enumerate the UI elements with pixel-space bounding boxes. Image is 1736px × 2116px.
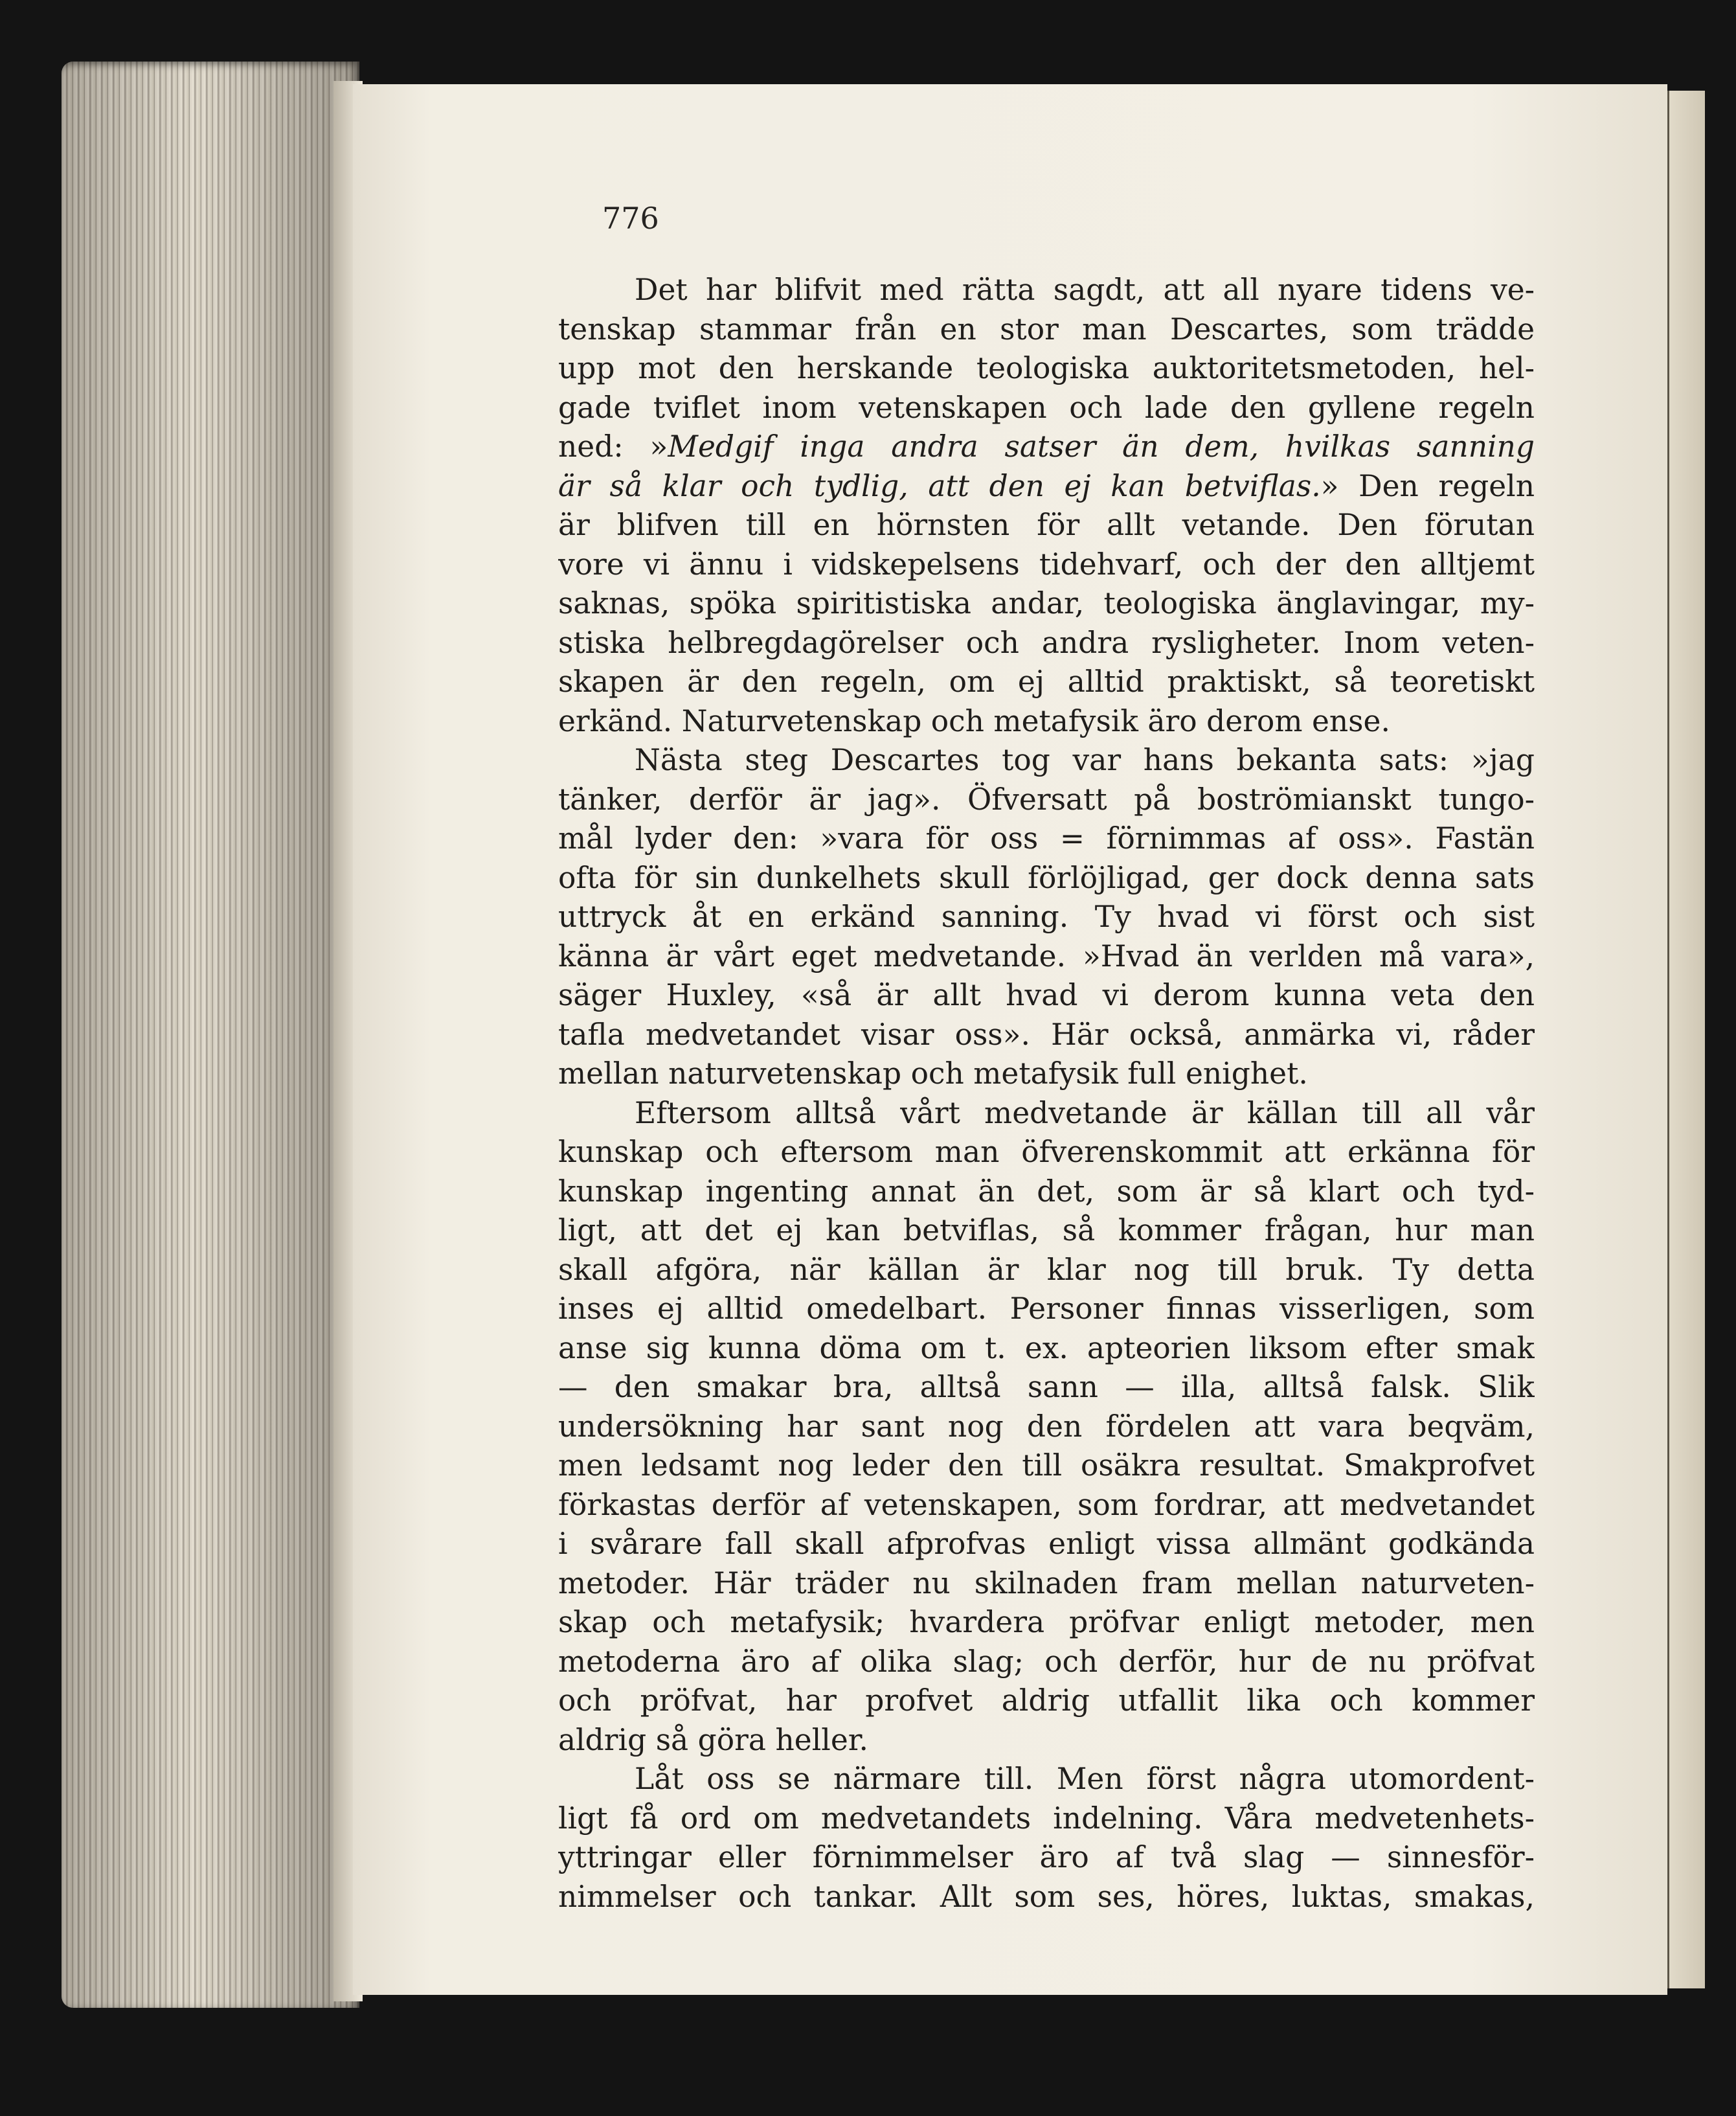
text-line: gade tviflet inom vetenskapen och lade den gyllene regeln <box>558 390 1535 425</box>
paragraph <box>558 741 1535 1094</box>
text-line: skall afgöra, när källan är klar nog till bruk. Ty detta <box>558 1252 1535 1287</box>
text-line: kunskap ingenting annat än det, som är så klart och tyd- <box>558 1174 1535 1209</box>
text-line: Nästa steg Descartes tog var hans bekanta sats: »jag <box>635 743 1535 777</box>
text-line: undersökning har sant nog den fördelen att vara beqväm, <box>558 1409 1535 1444</box>
text-line: stiska helbregdagörelser och andra rysligheter. Inom veten- <box>558 625 1535 660</box>
text-line: Eftersom alltså vårt medvetande är källan till all vår <box>635 1095 1535 1130</box>
text-line: mellan naturvetenskap och metafysik full enighet. <box>558 1056 1308 1091</box>
text-line: skapen är den regeln, om ej alltid praktiskt, så teoretiskt <box>558 665 1535 699</box>
page-edges-shading <box>62 62 359 2008</box>
page-number: 776 <box>602 201 659 236</box>
paragraph <box>558 271 1535 741</box>
text-line: ligt få ord om medvetandets indelning. Våra medvetenhets- <box>558 1801 1535 1836</box>
text-line: Det har blifvit med rätta sagdt, att all nyare tidens ve- <box>635 273 1535 307</box>
paragraph <box>558 1760 1535 1917</box>
text-line-italic-quote: är så klar och tydlig, att den ej kan betviflas.» Den regeln <box>558 468 1535 503</box>
text-line: metoderna äro af olika slag; och derför, hur de nu pröfvat <box>558 1644 1535 1679</box>
text-line: erkänd. Naturvetenskap och metafysik äro derom ense. <box>558 703 1390 738</box>
text-line: anse sig kunna döma om t. ex. apteorien liksom efter smak <box>558 1330 1535 1365</box>
text-line: känna är vårt eget medvetande. »Hvad än verlden må vara», <box>558 939 1535 973</box>
text-line: metoder. Här träder nu skilnaden fram mellan naturveten- <box>558 1565 1535 1600</box>
text-line: tafla medvetandet visar oss». Här också, anmärka vi, råder <box>558 1017 1535 1052</box>
paragraph <box>558 1094 1535 1760</box>
body-text <box>558 271 1535 1917</box>
text-line: kunskap och eftersom man öfverenskommit att erkänna för <box>558 1135 1535 1169</box>
text-line: upp mot den herskande teologiska auktoritetsmetoden, hel- <box>558 351 1535 385</box>
text-line-italic-quote: ned: »Medgif inga andra satser än dem, hvilkas sanning <box>558 429 1535 464</box>
text-line: nimmelser och tankar. Allt som ses, höres, luktas, smakas, <box>558 1879 1535 1914</box>
text-line: säger Huxley, «så är allt hvad vi derom kunna veta den <box>558 978 1535 1012</box>
text-line: — den smakar bra, alltså sann — illa, alltså falsk. Slik <box>558 1370 1535 1404</box>
text-line: tenskap stammar från en stor man Descartes, som trädde <box>558 312 1535 347</box>
text-line: vore vi ännu i vidskepelsens tidehvarf, och der den alltjemt <box>558 547 1535 582</box>
text-line: ligt, att det ej kan betviflas, så kommer frågan, hur man <box>558 1213 1535 1247</box>
text-line: men ledsamt nog leder den till osäkra resultat. Smakprofvet <box>558 1448 1535 1483</box>
text-line: skap och metafysik; hvardera pröfvar enligt metoder, men <box>558 1605 1535 1639</box>
text-line: saknas, spöka spiritistiska andar, teologiska änglavingar, my- <box>558 586 1535 620</box>
facing-page-edge <box>1667 91 1705 1988</box>
text-line: tänker, derför är jag». Öfversatt på boströmianskt tungo- <box>558 782 1535 817</box>
text-line: är blifven till en hörnsten för allt vetande. Den förutan <box>558 508 1535 542</box>
text-line: Låt oss se närmare till. Men först några utomordent- <box>635 1762 1535 1796</box>
text-line: aldrig så göra heller. <box>558 1722 868 1757</box>
text-line: inses ej alltid omedelbart. Personer finnas visserligen, som <box>558 1291 1535 1326</box>
text-line: mål lyder den: »vara för oss = förnimmas af oss». Fastän <box>558 821 1535 856</box>
text-line: ofta för sin dunkelhets skull förlöjligad, ger dock denna sats <box>558 860 1535 895</box>
text-line: förkastas derför af vetenskapen, som fordrar, att medvetandet <box>558 1487 1535 1522</box>
text-line: yttringar eller förnimmelser äro af två slag — sinnesför- <box>558 1840 1535 1874</box>
text-line: i svårare fall skall afprofvas enligt vissa allmänt godkända <box>558 1527 1535 1561</box>
text-line: uttryck åt en erkänd sanning. Ty hvad vi först och sist <box>558 900 1535 934</box>
text-line: och pröfvat, har profvet aldrig utfallit lika och kommer <box>558 1683 1535 1718</box>
